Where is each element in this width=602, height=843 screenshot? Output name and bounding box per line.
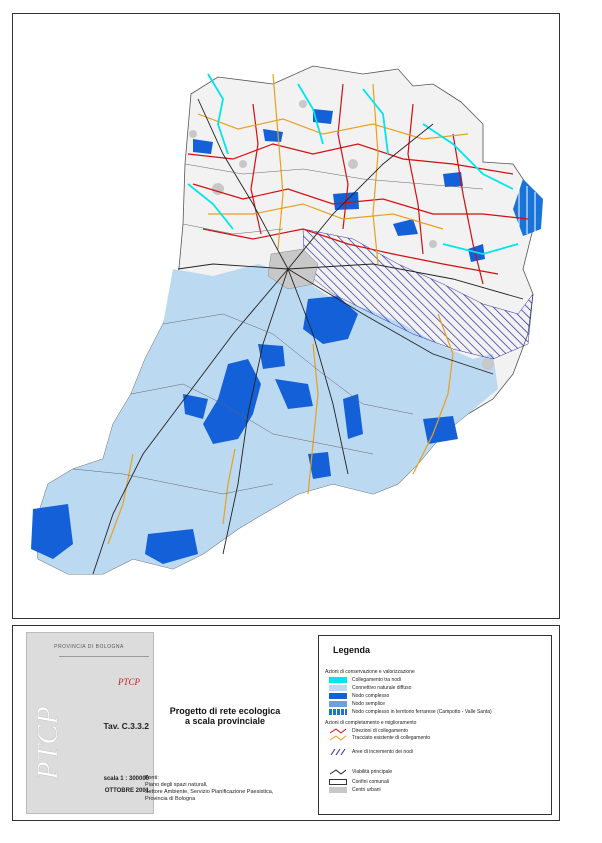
map-title-line1: Progetto di rete ecologica <box>169 706 281 716</box>
legend-label: Viabilità principale <box>352 769 393 775</box>
map-scale: scala 1 : 300000 <box>103 776 149 782</box>
title-sidebar <box>26 632 154 814</box>
svg-text:PTCP: PTCP <box>31 706 64 780</box>
legend-label: Direzioni di collegamento <box>352 728 408 734</box>
legend-label: Connettivo naturale diffuso <box>352 685 412 691</box>
hatch-icon <box>329 749 347 755</box>
legend-label: Centri urbani <box>352 787 381 793</box>
map-title <box>165 706 285 726</box>
legend-section-improvement: Azioni di completamento e miglioramento <box>325 720 417 726</box>
legend-label: Collegamento tra nodi <box>352 677 401 683</box>
legend-label: Nodo complesso <box>352 693 390 699</box>
road-line-icon <box>329 769 347 775</box>
title-block <box>12 625 560 821</box>
legend-label: Aree di incremento dei nodi <box>352 749 413 755</box>
map-frame <box>12 13 560 619</box>
sources-line: Piano degli spazi naturali, <box>145 782 208 788</box>
legend-label: Tracciato esistente di collegamento <box>352 735 431 741</box>
ptcp-logo-small <box>107 667 151 693</box>
legend-swatch <box>329 709 347 715</box>
red-line-icon <box>329 728 347 734</box>
legend-title: Legenda <box>333 645 371 655</box>
legend-swatch <box>329 701 347 707</box>
sources-label: Fonti: <box>145 775 159 781</box>
legend-swatch <box>329 685 347 691</box>
legend-label: Nodo complesso in territorio ferrarese (Campotto - Valle Santa) <box>352 709 492 715</box>
publication-date: OTTOBRE 2001 <box>104 788 149 794</box>
legend-label: Nodo semplice <box>352 701 386 707</box>
province-name: PROVINCIA DI BOLOGNA <box>54 644 124 650</box>
legend-swatch <box>329 779 347 785</box>
legend-label: Confini comunali <box>352 779 389 785</box>
table-id: Tav. C.3.3.2 <box>103 721 149 731</box>
svg-text:PTCP: PTCP <box>117 677 141 687</box>
divider <box>59 656 149 657</box>
map-title-line2: a scala provinciale <box>184 716 266 726</box>
legend-swatch <box>329 693 347 699</box>
legend-swatch <box>329 677 347 683</box>
orange-line-icon <box>329 735 347 741</box>
legend-section-conservation: Azioni di conservazione e valorizzazione <box>325 669 415 675</box>
sources-line: Provincia di Bologna <box>145 796 196 802</box>
ecological-network-map <box>13 14 559 618</box>
sources-line: Settore Ambiente, Servizio Pianificazione Paesistica, <box>145 789 274 795</box>
legend-swatch <box>329 787 347 793</box>
legend <box>318 635 552 815</box>
ptcp-logo-large <box>31 673 79 803</box>
sources <box>145 775 325 803</box>
